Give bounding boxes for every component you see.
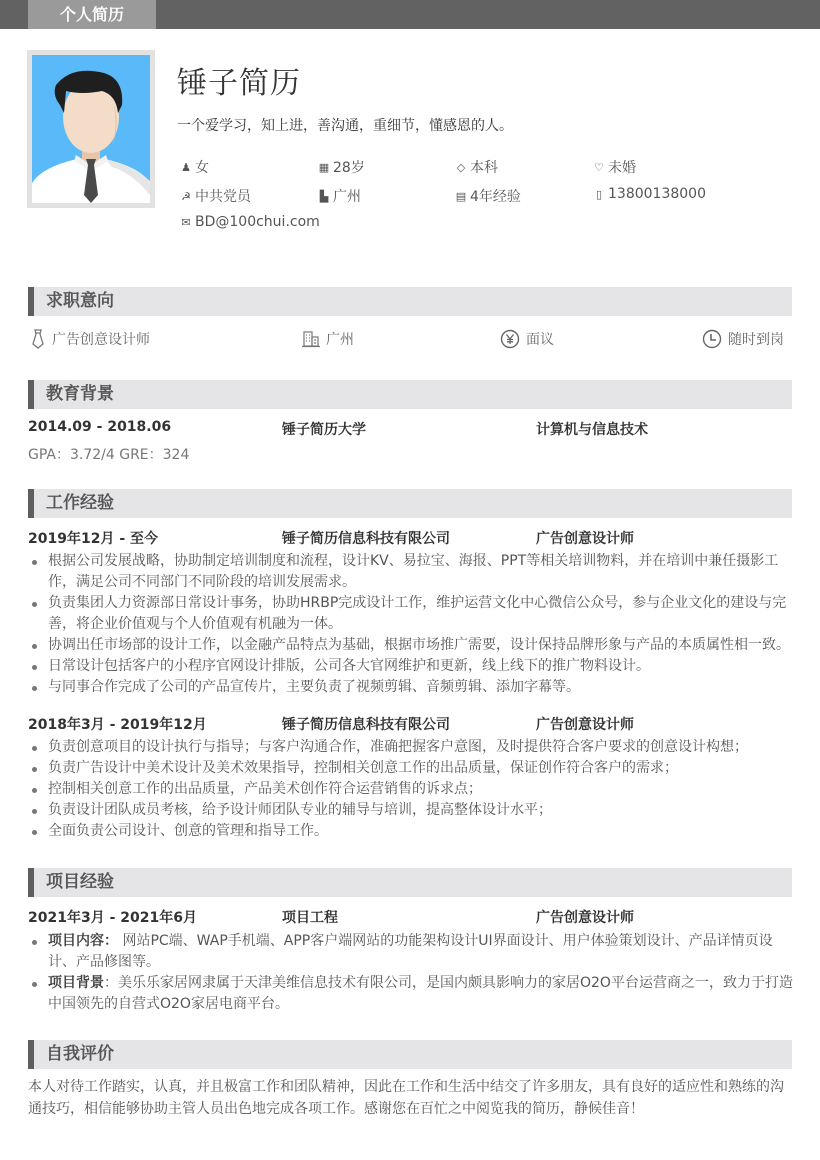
section-work: 工作经验	[28, 489, 792, 518]
building-icon: ▙	[319, 189, 329, 203]
list-item: 与同事合作完成了公司的产品宣传片，主要负责了视频剪辑、音频剪辑、添加字幕等。	[28, 677, 794, 698]
list-item: 全面负责公司设计、创意的管理和指导工作。	[28, 821, 794, 842]
clock-icon	[702, 329, 722, 349]
work-bullets-1	[28, 551, 794, 698]
list-item: 项目内容： 网站PC端、WAP手机端、APP客户端网站的功能架构设计UI界面设计、用户体验策划设计、产品详情页设计、产品修图等。	[28, 931, 794, 973]
intent-salary: 面议	[500, 329, 554, 349]
project-name: 项目工程	[282, 910, 338, 926]
info-degree: ◇ 本科	[454, 157, 498, 177]
clipboard-icon: ▤	[455, 189, 467, 203]
work-title: 广告创意设计师	[536, 531, 634, 547]
tie-icon	[30, 329, 46, 349]
candidate-name: 锤子简历	[177, 66, 301, 101]
list-item: 负责集团人力资源部日常设计事务，协助HRBP完成设计工作，维护运营文化中心微信公众号，参与企业文化的建设与完善，将企业价值观与个人价值观有机融为一体。	[28, 593, 794, 635]
work-row-1	[28, 528, 792, 548]
info-marital: ♡ 未婚	[592, 157, 636, 177]
work-period: 2018年3月 - 2019年12月	[28, 717, 207, 733]
resume-tab: 个人简历	[28, 0, 156, 29]
intent-city: 广州	[302, 329, 354, 349]
work-period: 2019年12月 - 至今	[28, 531, 159, 547]
top-bar	[0, 0, 820, 29]
section-project: 项目经验	[28, 868, 792, 897]
education-scores: GPA：3.72/4 GRE：324	[28, 447, 190, 463]
party-emblem-icon: ☭	[181, 189, 191, 203]
work-row-2	[28, 714, 792, 734]
phone-icon: ▯	[595, 187, 603, 201]
list-item: 日常设计包括客户的小程序官网设计排版，公司各大官网维护和更新，线上线下的推广物料设计。	[28, 656, 794, 677]
info-experience: ▤ 4年经验	[455, 189, 521, 205]
info-city: ▙ 广州	[317, 186, 361, 206]
info-email: ✉ BD@100chui.com	[179, 214, 320, 230]
info-gender: ♟ 女	[179, 157, 209, 177]
project-row	[28, 907, 792, 927]
list-item: 负责设计团队成员考核，给予设计师团队专业的辅导与培训，提高整体设计水平；	[28, 800, 794, 821]
education-school: 锤子简历大学	[282, 422, 366, 438]
work-bullets-2	[28, 737, 794, 842]
candidate-motto: 一个爱学习，知上进，善沟通，重细节，懂感恩的人。	[177, 118, 513, 134]
section-self-evaluation: 自我评价	[28, 1040, 792, 1069]
calendar-icon: ▦	[318, 160, 330, 174]
education-period: 2014.09 - 2018.06	[28, 419, 172, 435]
intent-availability: 随时到岗	[702, 329, 784, 349]
info-phone: ▯ 13800138000	[592, 186, 706, 202]
info-political: ☭ 中共党员	[179, 186, 251, 206]
avatar-illustration-icon	[32, 55, 150, 203]
education-row	[28, 419, 792, 439]
gender-icon: ♟	[181, 160, 191, 174]
project-bullets	[28, 931, 794, 1015]
heart-icon: ♡	[594, 160, 604, 174]
info-age: ▦ 28岁	[318, 160, 365, 176]
intent-position: 广告创意设计师	[30, 329, 150, 349]
graduation-cap-icon: ◇	[456, 160, 466, 174]
project-role: 广告创意设计师	[536, 910, 634, 926]
list-item: 项目背景：美乐乐家居网隶属于天津美维信息技术有限公司，是国内颇具影响力的家居O2O平台运营商之一，致力于打造中国领先的自营式O2O家居电商平台。	[28, 973, 794, 1015]
work-company: 锤子简历信息科技有限公司	[282, 531, 450, 547]
list-item: 负责广告设计中美术设计及美术效果指导，控制相关创意工作的出品质量，保证创作符合客户的需求；	[28, 758, 794, 779]
project-period: 2021年3月 - 2021年6月	[28, 910, 197, 926]
mail-icon: ✉	[181, 215, 191, 229]
avatar	[27, 50, 155, 208]
work-company: 锤子简历信息科技有限公司	[282, 717, 450, 733]
list-item: 控制相关创意工作的出品质量，产品美术创作符合运营销售的诉求点；	[28, 779, 794, 800]
work-title: 广告创意设计师	[536, 717, 634, 733]
education-major: 计算机与信息技术	[536, 422, 648, 438]
yen-icon	[500, 329, 520, 349]
list-item: 协调出任市场部的设计工作，以金融产品特点为基础，根据市场推广需要，设计保持品牌形象与产品的本质属性相一致。	[28, 635, 794, 656]
section-job-intent: 求职意向	[28, 287, 792, 316]
building-icon	[302, 330, 320, 348]
self-evaluation-text: 本人对待工作踏实，认真，并且极富工作和团队精神，因此在工作和生活中结交了许多朋友，具有良好的适应性和熟练的沟通技巧，相信能够协助主管人员出色地完成各项工作。感谢您在百忙之中阅览我的简历，静候佳音！	[28, 1079, 784, 1117]
list-item: 负责创意项目的设计执行与指导；与客户沟通合作，准确把握客户意图，及时提供符合客户要求的创意设计构想；	[28, 737, 794, 758]
section-education: 教育背景	[28, 380, 792, 409]
list-item: 根据公司发展战略，协助制定培训制度和流程，设计KV、易拉宝、海报、PPT等相关培训物料，并在培训中兼任摄影工作，满足公司不同部门不同阶段的培训发展需求。	[28, 551, 794, 593]
